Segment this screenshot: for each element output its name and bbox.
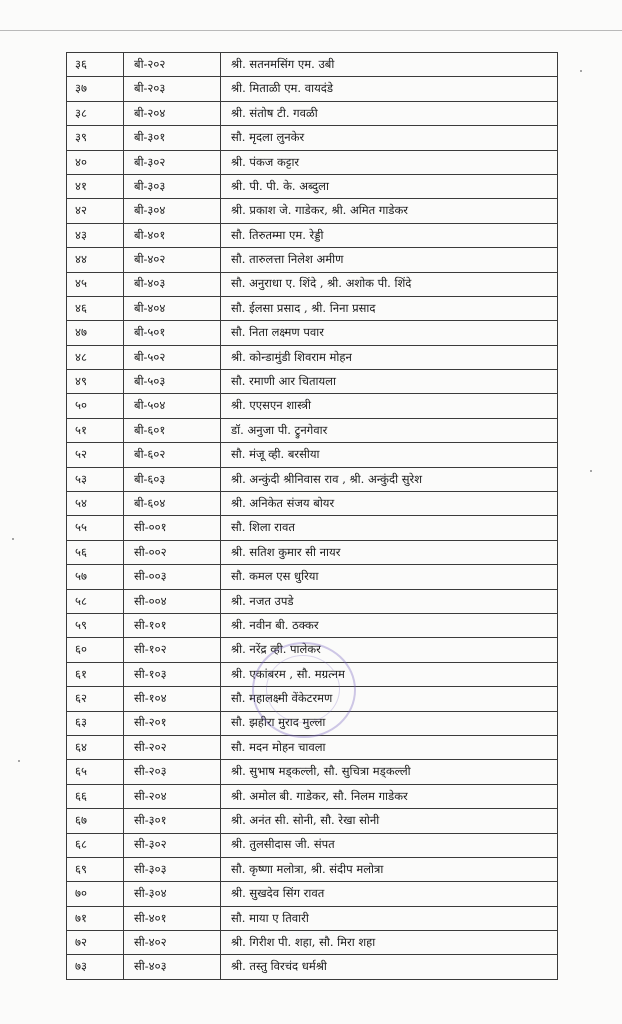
serial-number: ५५ xyxy=(67,516,124,540)
serial-number: ३७ xyxy=(67,77,124,101)
flat-number: बी-६०३ xyxy=(124,467,221,491)
serial-number: ६३ xyxy=(67,711,124,735)
table-row xyxy=(67,711,558,735)
member-name: सौ. महालक्ष्मी वेंकेटरमण xyxy=(221,687,558,711)
member-name: श्री. सुभाष मड्कल्ली, सौ. सुचित्रा मड्कल्ली xyxy=(221,760,558,784)
table-row xyxy=(67,345,558,369)
serial-number: ६७ xyxy=(67,809,124,833)
member-name: सौ. मंजू व्ही. बरसीया xyxy=(221,443,558,467)
serial-number: ४८ xyxy=(67,345,124,369)
flat-number: बी-३०१ xyxy=(124,126,221,150)
table-row xyxy=(67,467,558,491)
table-row xyxy=(67,540,558,564)
serial-number: ५८ xyxy=(67,589,124,613)
table-row xyxy=(67,77,558,101)
member-name: सौ. ईलसा प्रसाद , श्री. निना प्रसाद xyxy=(221,296,558,320)
scan-speck xyxy=(590,470,592,472)
serial-number: ५४ xyxy=(67,492,124,516)
table-row xyxy=(67,662,558,686)
table-row xyxy=(67,394,558,418)
table-row xyxy=(67,101,558,125)
member-name: सौ. अनुराधा ए. शिंदे , श्री. अशोक पी. शिंदे xyxy=(221,272,558,296)
member-name: श्री. नजत उपडे xyxy=(221,589,558,613)
member-name: सौ. तारुलत्ता निलेश अमीण xyxy=(221,248,558,272)
member-name: श्री. सतिश कुमार सी नायर xyxy=(221,540,558,564)
flat-number: सी-४०३ xyxy=(124,955,221,979)
table-row xyxy=(67,833,558,857)
table-row xyxy=(67,809,558,833)
flat-number: सी-४०१ xyxy=(124,906,221,930)
serial-number: ६४ xyxy=(67,735,124,759)
table-row xyxy=(67,443,558,467)
serial-number: ४३ xyxy=(67,223,124,247)
table-row xyxy=(67,199,558,223)
member-name: सौ. तिरुतम्मा एम. रेड्डी xyxy=(221,223,558,247)
member-name: श्री. एएसएन शास्त्री xyxy=(221,394,558,418)
member-name: डॉ. अनुजा पी. ट्रुनगेवार xyxy=(221,418,558,442)
top-rule xyxy=(0,30,622,31)
flat-number: सी-००४ xyxy=(124,589,221,613)
member-name: श्री. कोन्डामुंडी शिवराम मोहन xyxy=(221,345,558,369)
member-name: सौ. कृष्णा मलोत्रा, श्री. संदीप मलोत्रा xyxy=(221,857,558,881)
flat-number: बी-४०३ xyxy=(124,272,221,296)
flat-number: बी-५०१ xyxy=(124,321,221,345)
flat-number: बी-६०१ xyxy=(124,418,221,442)
table-row xyxy=(67,174,558,198)
table-row xyxy=(67,613,558,637)
serial-number: ६० xyxy=(67,638,124,662)
member-name: श्री. सतनमसिंग एम. उबी xyxy=(221,53,558,77)
member-name: श्री. सुखदेव सिंग रावत xyxy=(221,882,558,906)
flat-number: सी-२०१ xyxy=(124,711,221,735)
member-name: श्री. पंकज कट्टार xyxy=(221,150,558,174)
table-row xyxy=(67,784,558,808)
table-row xyxy=(67,296,558,320)
flat-number: सी-३०३ xyxy=(124,857,221,881)
table-row xyxy=(67,223,558,247)
member-name: श्री. अनंत सी. सोनी, सौ. रेखा सोनी xyxy=(221,809,558,833)
member-name: श्री. संतोष टी. गवळी xyxy=(221,101,558,125)
member-name: श्री. पी. पी. के. अब्दुला xyxy=(221,174,558,198)
flat-number: सी-१०२ xyxy=(124,638,221,662)
serial-number: ६२ xyxy=(67,687,124,711)
serial-number: ४१ xyxy=(67,174,124,198)
member-name: श्री. नरेंद्र व्ही. पालेकर xyxy=(221,638,558,662)
flat-number: बी-४०४ xyxy=(124,296,221,320)
serial-number: ६६ xyxy=(67,784,124,808)
table-row xyxy=(67,735,558,759)
flat-number: बी-३०२ xyxy=(124,150,221,174)
serial-number: ५० xyxy=(67,394,124,418)
member-register-table xyxy=(66,52,558,980)
member-name: श्री. अनिकेत संजय बोयर xyxy=(221,492,558,516)
serial-number: ७० xyxy=(67,882,124,906)
member-name: सौ. रमाणी आर चितायला xyxy=(221,370,558,394)
table-row xyxy=(67,321,558,345)
serial-number: ४५ xyxy=(67,272,124,296)
serial-number: ७३ xyxy=(67,955,124,979)
member-name: श्री. अमोल बी. गाडेकर, सौ. निलम गाडेकर xyxy=(221,784,558,808)
table-row xyxy=(67,126,558,150)
table-row xyxy=(67,248,558,272)
table-row xyxy=(67,418,558,442)
flat-number: सी-३०४ xyxy=(124,882,221,906)
flat-number: सी-००१ xyxy=(124,516,221,540)
member-name: सौ. कमल एस धुरिया xyxy=(221,565,558,589)
member-register-body xyxy=(67,53,558,980)
flat-number: सी-२०४ xyxy=(124,784,221,808)
table-row xyxy=(67,492,558,516)
serial-number: ४७ xyxy=(67,321,124,345)
member-name: सौ. शिला रावत xyxy=(221,516,558,540)
serial-number: ६९ xyxy=(67,857,124,881)
serial-number: ७१ xyxy=(67,906,124,930)
serial-number: ६१ xyxy=(67,662,124,686)
flat-number: सी-१०१ xyxy=(124,613,221,637)
flat-number: सी-१०३ xyxy=(124,662,221,686)
flat-number: बी-२०३ xyxy=(124,77,221,101)
serial-number: ३६ xyxy=(67,53,124,77)
table-row xyxy=(67,53,558,77)
serial-number: ५३ xyxy=(67,467,124,491)
member-name: श्री. प्रकाश जे. गाडेकर, श्री. अमित गाडेकर xyxy=(221,199,558,223)
flat-number: बी-२०४ xyxy=(124,101,221,125)
flat-number: सी-२०२ xyxy=(124,735,221,759)
table-row xyxy=(67,565,558,589)
serial-number: ५९ xyxy=(67,613,124,637)
flat-number: बी-५०४ xyxy=(124,394,221,418)
member-name: श्री. अन्कुंदी श्रीनिवास राव , श्री. अन्कुंदी सुरेश xyxy=(221,467,558,491)
table-row xyxy=(67,931,558,955)
serial-number: ३९ xyxy=(67,126,124,150)
serial-number: ५२ xyxy=(67,443,124,467)
flat-number: बी-३०३ xyxy=(124,174,221,198)
serial-number: ४२ xyxy=(67,199,124,223)
table-row xyxy=(67,150,558,174)
serial-number: ४४ xyxy=(67,248,124,272)
member-name: सौ. मृदला लुनकेर xyxy=(221,126,558,150)
flat-number: सी-२०३ xyxy=(124,760,221,784)
table-row xyxy=(67,882,558,906)
member-name: श्री. मिताळी एम. वायदंडे xyxy=(221,77,558,101)
member-name: श्री. नवीन बी. ठक्कर xyxy=(221,613,558,637)
member-name: सौ. मदन मोहन चावला xyxy=(221,735,558,759)
flat-number: बी-५०२ xyxy=(124,345,221,369)
scan-speck xyxy=(18,760,20,762)
member-name: श्री. एकांबरम , सौ. मग्रत्नम xyxy=(221,662,558,686)
serial-number: ६५ xyxy=(67,760,124,784)
table-row xyxy=(67,857,558,881)
serial-number: ६८ xyxy=(67,833,124,857)
flat-number: बी-५०३ xyxy=(124,370,221,394)
flat-number: बी-३०४ xyxy=(124,199,221,223)
scan-speck xyxy=(12,538,14,540)
member-name: सौ. माया ए तिवारी xyxy=(221,906,558,930)
member-name: श्री. गिरीश पी. शहा, सौ. मिरा शहा xyxy=(221,931,558,955)
flat-number: सी-३०२ xyxy=(124,833,221,857)
table-row xyxy=(67,272,558,296)
serial-number: ४० xyxy=(67,150,124,174)
serial-number: ३८ xyxy=(67,101,124,125)
flat-number: बी-४०१ xyxy=(124,223,221,247)
flat-number: बी-२०२ xyxy=(124,53,221,77)
table-row xyxy=(67,906,558,930)
flat-number: बी-४०२ xyxy=(124,248,221,272)
table-row xyxy=(67,955,558,979)
member-name: सौ. निता लक्ष्मण पवार xyxy=(221,321,558,345)
serial-number: ५१ xyxy=(67,418,124,442)
member-name: सौ. झहीरा मुराद मुल्ला xyxy=(221,711,558,735)
serial-number: ४६ xyxy=(67,296,124,320)
table-row xyxy=(67,516,558,540)
serial-number: ५६ xyxy=(67,540,124,564)
table-row xyxy=(67,638,558,662)
flat-number: सी-१०४ xyxy=(124,687,221,711)
table-row xyxy=(67,370,558,394)
serial-number: ५७ xyxy=(67,565,124,589)
serial-number: ४९ xyxy=(67,370,124,394)
flat-number: सी-३०१ xyxy=(124,809,221,833)
flat-number: सी-४०२ xyxy=(124,931,221,955)
flat-number: बी-६०४ xyxy=(124,492,221,516)
table-row xyxy=(67,589,558,613)
member-name: श्री. तुलसीदास जी. संपत xyxy=(221,833,558,857)
flat-number: सी-००३ xyxy=(124,565,221,589)
member-name: श्री. तस्तु विरचंद धर्मश्री xyxy=(221,955,558,979)
flat-number: सी-००२ xyxy=(124,540,221,564)
table-row xyxy=(67,760,558,784)
serial-number: ७२ xyxy=(67,931,124,955)
flat-number: बी-६०२ xyxy=(124,443,221,467)
scan-speck xyxy=(580,70,582,72)
table-row xyxy=(67,687,558,711)
